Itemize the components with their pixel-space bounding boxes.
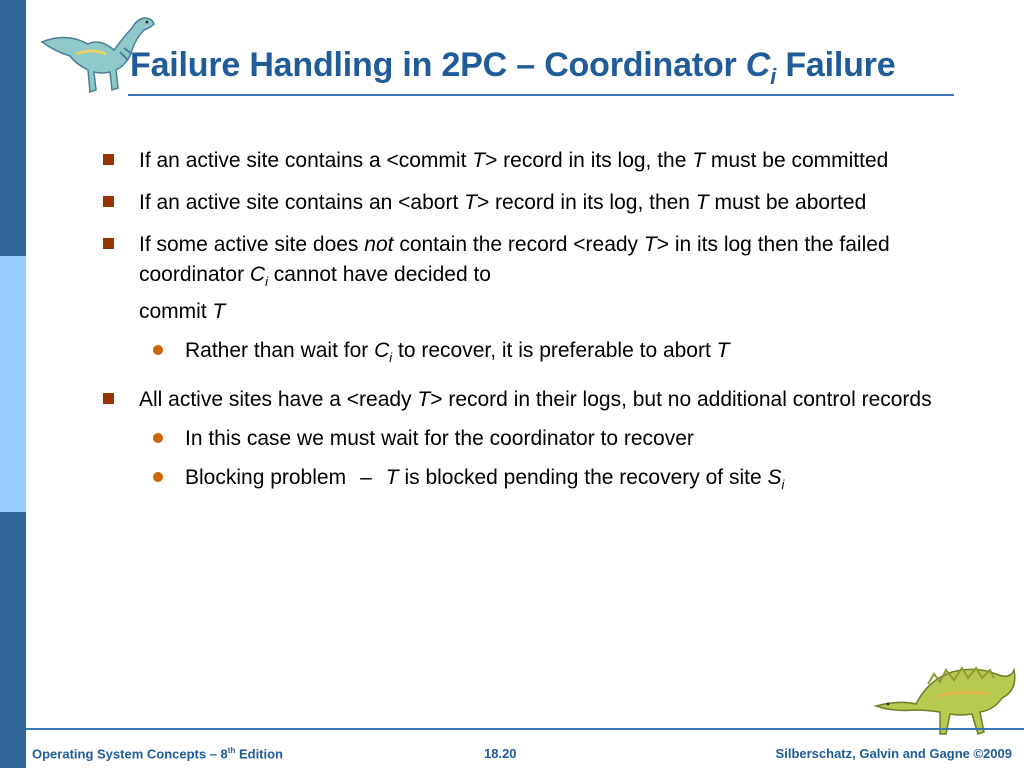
variable-t: T xyxy=(464,191,477,214)
bullet-text: contain the record <ready xyxy=(393,233,644,256)
bullet-text: Rather than wait for xyxy=(185,339,375,363)
footer-slide-number: 18.20 xyxy=(484,746,517,761)
variable-s: S xyxy=(767,466,782,490)
variable-subscript: i xyxy=(265,274,268,290)
title-var: C xyxy=(745,46,771,84)
bullet-text: cannot have decided to xyxy=(267,263,491,286)
bullet-text: > record in its log, the xyxy=(485,149,693,172)
variable-t: T xyxy=(716,339,730,363)
title-main: Failure Handling in 2PC – Coordinator xyxy=(130,46,746,84)
bullet-item-4 xyxy=(100,385,1000,415)
variable-t: T xyxy=(643,233,657,256)
bullet-item-2 xyxy=(100,188,1000,218)
square-bullet-icon xyxy=(103,238,114,249)
dash: – xyxy=(360,466,372,490)
bullet-text: > record in its log, then xyxy=(476,191,696,214)
bullet-text: If an active site contains a <commit xyxy=(139,149,473,172)
bullet-text: If some active site does xyxy=(139,233,365,256)
variable-subscript: i xyxy=(389,350,393,366)
square-bullet-icon xyxy=(103,196,114,207)
bullet-text: must be committed xyxy=(705,149,889,172)
variable-t: T xyxy=(695,191,709,214)
title-var-sub: i xyxy=(770,63,777,89)
bullet-text: must be aborted xyxy=(708,191,867,214)
side-band-bottom xyxy=(0,512,26,768)
title-end: Failure xyxy=(776,46,896,84)
variable-c: C xyxy=(249,263,266,286)
square-bullet-icon xyxy=(103,154,114,165)
bullet-text: commit xyxy=(139,300,213,324)
footer-book-title xyxy=(32,746,283,761)
bullet-text: If an active site contains an <abort xyxy=(139,191,465,214)
round-bullet-icon xyxy=(153,433,163,443)
variable-c: C xyxy=(374,339,390,363)
footer-copyright: Silberschatz, Galvin and Gagne ©2009 xyxy=(775,746,1012,761)
title-divider xyxy=(128,94,954,96)
footer-divider xyxy=(26,728,1024,730)
sub-bullet-item-2 xyxy=(100,424,1000,454)
side-band-top xyxy=(0,0,26,256)
bullet-text: Blocking problem xyxy=(185,466,347,490)
bullet-text: In this case we must wait for the coordinator to recover xyxy=(185,427,694,451)
round-bullet-icon xyxy=(153,472,163,482)
variable-t: T xyxy=(385,466,399,490)
sub-bullet-item-3 xyxy=(100,463,1000,500)
variable-t: T xyxy=(212,300,226,324)
bullet-text: > in its log then the failed coordinator xyxy=(139,233,890,286)
variable-subscript: i xyxy=(781,477,785,493)
footer-text: Edition xyxy=(235,746,284,762)
bullet-text: is blocked pending the recovery of site xyxy=(398,466,768,490)
bullet-text: All active sites have a <ready xyxy=(139,388,418,412)
footer-superscript: th xyxy=(227,746,236,755)
sub-bullet-item-1 xyxy=(100,336,1000,373)
bullet-text: to recover, it is preferable to abort xyxy=(392,339,717,363)
bullet-item-1 xyxy=(100,146,1000,176)
bullet-list xyxy=(100,146,1000,513)
footer-text: Operating System Concepts – 8 xyxy=(32,746,228,762)
round-bullet-icon xyxy=(153,345,163,355)
bullet-item-3 xyxy=(100,230,1000,327)
variable-t: T xyxy=(472,149,486,172)
variable-t: T xyxy=(692,149,706,172)
variable-t: T xyxy=(417,388,431,412)
bullet-text: > record in their logs, but no additional control records xyxy=(430,388,932,412)
emphasis-not: not xyxy=(364,233,394,256)
side-band-middle xyxy=(0,256,26,512)
square-bullet-icon xyxy=(103,393,114,404)
slide-title xyxy=(130,46,895,90)
